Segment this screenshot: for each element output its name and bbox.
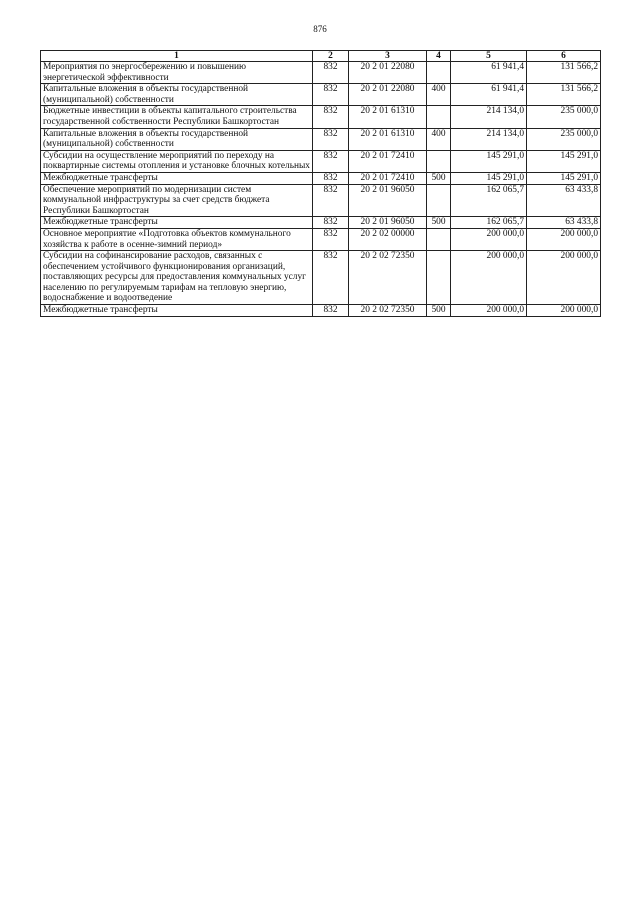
ministry-code-cell: 832 [313, 62, 349, 84]
amount-year-1-cell: 145 291,0 [451, 150, 527, 172]
item-name-cell: Мероприятия по энергосбережению и повышению энергетической эффективности [41, 62, 313, 84]
amount-year-1-cell: 200 000,0 [451, 251, 527, 305]
table-row [41, 172, 601, 184]
amount-year-1-cell: 145 291,0 [451, 172, 527, 184]
table-row [41, 84, 601, 106]
target-code-cell: 20 2 02 72350 [349, 251, 427, 305]
item-name-cell: Капитальные вложения в объекты государственной (муниципальной) собственности [41, 128, 313, 150]
table-row [41, 251, 601, 305]
amount-year-1-cell: 214 134,0 [451, 106, 527, 128]
ministry-code-cell: 832 [313, 251, 349, 305]
table-header-row [41, 51, 601, 62]
ministry-code-cell: 832 [313, 106, 349, 128]
amount-year-2-cell: 63 433,8 [527, 184, 601, 217]
expense-type-cell: 500 [427, 305, 451, 317]
target-code-cell: 20 2 01 96050 [349, 217, 427, 229]
item-name-cell: Субсидии на софинансирование расходов, связанных с обеспечением устойчивого функционирования организаций, поставляющих ресурсы для предоставления коммунальных услуг населению по регулируемым тарифам на тепловую энергию, водоснабжение и водоотведение [41, 251, 313, 305]
expense-type-cell [427, 106, 451, 128]
amount-year-1-cell: 61 941,4 [451, 84, 527, 106]
table-row [41, 150, 601, 172]
target-code-cell: 20 2 01 72410 [349, 172, 427, 184]
item-name-cell: Обеспечение мероприятий по модернизации систем коммунальной инфраструктуры за счет средств бюджета Республики Башкортостан [41, 184, 313, 217]
target-code-cell: 20 2 01 22080 [349, 62, 427, 84]
table-row [41, 305, 601, 317]
amount-year-2-cell: 235 000,0 [527, 106, 601, 128]
expense-type-cell: 400 [427, 128, 451, 150]
target-code-cell: 20 2 02 00000 [349, 228, 427, 250]
budget-table [40, 50, 601, 317]
item-name-cell: Капитальные вложения в объекты государственной (муниципальной) собственности [41, 84, 313, 106]
item-name-cell: Межбюджетные трансферты [41, 305, 313, 317]
ministry-code-cell: 832 [313, 184, 349, 217]
expense-type-cell: 400 [427, 84, 451, 106]
page-number: 876 [313, 24, 327, 34]
expense-type-cell: 500 [427, 172, 451, 184]
item-name-cell: Межбюджетные трансферты [41, 172, 313, 184]
table-row [41, 217, 601, 229]
amount-year-2-cell: 200 000,0 [527, 251, 601, 305]
header-col-6: 6 [527, 51, 601, 62]
amount-year-1-cell: 162 065,7 [451, 217, 527, 229]
target-code-cell: 20 2 02 72350 [349, 305, 427, 317]
amount-year-2-cell: 63 433,8 [527, 217, 601, 229]
amount-year-2-cell: 131 566,2 [527, 62, 601, 84]
target-code-cell: 20 2 01 61310 [349, 106, 427, 128]
table-row [41, 106, 601, 128]
expense-type-cell [427, 150, 451, 172]
expense-type-cell [427, 251, 451, 305]
expense-type-cell: 500 [427, 217, 451, 229]
amount-year-1-cell: 200 000,0 [451, 228, 527, 250]
ministry-code-cell: 832 [313, 128, 349, 150]
table-row [41, 128, 601, 150]
header-col-3: 3 [349, 51, 427, 62]
ministry-code-cell: 832 [313, 305, 349, 317]
amount-year-1-cell: 200 000,0 [451, 305, 527, 317]
header-col-2: 2 [313, 51, 349, 62]
amount-year-2-cell: 200 000,0 [527, 305, 601, 317]
amount-year-1-cell: 61 941,4 [451, 62, 527, 84]
amount-year-1-cell: 162 065,7 [451, 184, 527, 217]
table-row [41, 184, 601, 217]
amount-year-2-cell: 145 291,0 [527, 172, 601, 184]
ministry-code-cell: 832 [313, 172, 349, 184]
expense-type-cell [427, 228, 451, 250]
item-name-cell: Бюджетные инвестиции в объекты капитального строительства государственной собственности Республики Башкортостан [41, 106, 313, 128]
amount-year-1-cell: 214 134,0 [451, 128, 527, 150]
ministry-code-cell: 832 [313, 217, 349, 229]
target-code-cell: 20 2 01 22080 [349, 84, 427, 106]
header-col-4: 4 [427, 51, 451, 62]
amount-year-2-cell: 235 000,0 [527, 128, 601, 150]
amount-year-2-cell: 131 566,2 [527, 84, 601, 106]
amount-year-2-cell: 145 291,0 [527, 150, 601, 172]
header-col-1: 1 [41, 51, 313, 62]
table-row [41, 62, 601, 84]
table-row [41, 228, 601, 250]
target-code-cell: 20 2 01 72410 [349, 150, 427, 172]
ministry-code-cell: 832 [313, 150, 349, 172]
ministry-code-cell: 832 [313, 228, 349, 250]
expense-type-cell [427, 184, 451, 217]
expense-type-cell [427, 62, 451, 84]
item-name-cell: Субсидии на осуществление мероприятий по переходу на поквартирные системы отопления и установке блочных котельных [41, 150, 313, 172]
header-col-5: 5 [451, 51, 527, 62]
item-name-cell: Межбюджетные трансферты [41, 217, 313, 229]
table-body [41, 62, 601, 317]
amount-year-2-cell: 200 000,0 [527, 228, 601, 250]
target-code-cell: 20 2 01 61310 [349, 128, 427, 150]
target-code-cell: 20 2 01 96050 [349, 184, 427, 217]
ministry-code-cell: 832 [313, 84, 349, 106]
item-name-cell: Основное мероприятие «Подготовка объектов коммунального хозяйства к работе в осенне-зимний период» [41, 228, 313, 250]
